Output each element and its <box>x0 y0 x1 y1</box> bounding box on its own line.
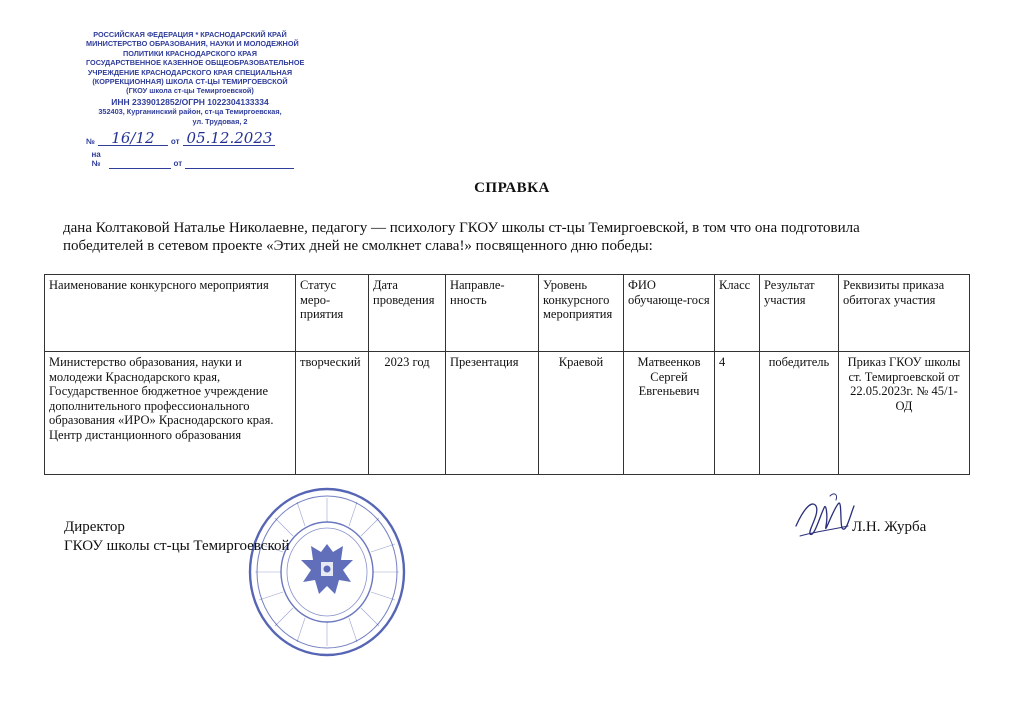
stamp-line: УЧРЕЖДЕНИЕ КРАСНОДАРСКОГО КРАЯ СПЕЦИАЛЬНАЯ <box>87 67 293 77</box>
signatory-block <box>64 518 290 556</box>
cell-level: Краевой <box>539 352 624 475</box>
reference-prefix: на № <box>91 150 101 169</box>
stamp-line: ул. Трудовая, 2 <box>192 116 248 126</box>
corner-stamp <box>86 30 305 169</box>
cell-result: победитель <box>760 352 839 475</box>
header-level: Уровень конкурсного мероприятия <box>539 275 624 352</box>
intro-paragraph: дана Колтаковой Наталье Николаевне, педагогу — психологу ГКОУ школы ст-цы Темиргоевской, в том что она подготовила победителей в сетевом проекте «Этих дней не смолкнет слава!» посвященного дню победы: <box>63 220 860 254</box>
reference-number-blank <box>109 159 170 169</box>
header-result: Результат участия <box>760 275 839 352</box>
header-direction: Направле-нность <box>446 275 539 352</box>
results-table <box>44 274 970 475</box>
cell-grade: 4 <box>715 352 760 475</box>
stamp-line: МИНИСТЕРСТВО ОБРАЗОВАНИЯ, НАУКИ И МОЛОДЕЖНОЙ <box>86 39 299 49</box>
signatory-organization: ГКОУ школы ст-цы Темиргоевской <box>64 538 290 554</box>
stamp-line: ИНН 2339012852/ОГРН 1022304133334 <box>111 96 269 107</box>
cell-date: 2023 год <box>369 352 446 475</box>
header-event-name: Наименование конкурсного мероприятия <box>45 275 296 352</box>
header-grade: Класс <box>715 275 760 352</box>
stamp-line: ПОЛИТИКИ КРАСНОДАРСКОГО КРАЯ <box>123 48 257 58</box>
stamp-line: ГОСУДАРСТВЕННОЕ КАЗЕННОЕ ОБЩЕОБРАЗОВАТЕЛЬНОЕ <box>86 58 305 68</box>
outgoing-date: 05.12.2023 <box>183 131 275 146</box>
cell-event-name: Министерство образования, науки и молодежи Краснодарского края, Государственное бюджетное учреждение дополнительного профессионального образования «ИРО» Краснодарского края. Центр дистанционного образования <box>45 352 296 475</box>
reference-row <box>86 150 294 169</box>
number-prefix: № <box>86 136 95 146</box>
stamp-line: (ГКОУ школа ст-цы Темиргоевской) <box>126 86 254 96</box>
document-title: СПРАВКА <box>474 180 550 196</box>
header-status: Статус меро-приятия <box>296 275 369 352</box>
cell-order-details: Приказ ГКОУ школы ст. Темиргоевской от 22.05.2023г. № 45/1-ОД <box>839 352 970 475</box>
official-seal <box>247 486 407 658</box>
table-header-row <box>45 275 970 352</box>
outgoing-number: 16/12 <box>98 131 168 146</box>
date-prefix: от <box>170 136 180 146</box>
stamp-line: 352403, Курганинский район, ст-ца Темиргоевская, <box>98 107 282 117</box>
header-date: Дата проведения <box>369 275 446 352</box>
stamp-line: (КОРРЕКЦИОННАЯ) ШКОЛА СТ-ЦЫ ТЕМИРГОЕВСКОЙ <box>92 77 288 87</box>
signatory-name: Л.Н. Журба <box>852 519 927 535</box>
header-student-name: ФИО обучающе-гося <box>624 275 715 352</box>
cell-status: творческий <box>296 352 369 475</box>
reference-date-blank <box>185 159 294 169</box>
header-order-details: Реквизиты приказа обитогах участия <box>839 275 970 352</box>
handwritten-signature <box>790 486 860 546</box>
reference-date-prefix: от <box>173 159 183 169</box>
cell-student-name: Матвеенков Сергей Евгеньевич <box>624 352 715 475</box>
stamp-line: РОССИЙСКАЯ ФЕДЕРАЦИЯ * КРАСНОДАРСКИЙ КРАЙ <box>93 30 287 39</box>
table-row <box>45 352 970 475</box>
cell-direction: Презентация <box>446 352 539 475</box>
signatory-position: Директор <box>64 519 125 535</box>
outgoing-number-row <box>86 131 294 146</box>
